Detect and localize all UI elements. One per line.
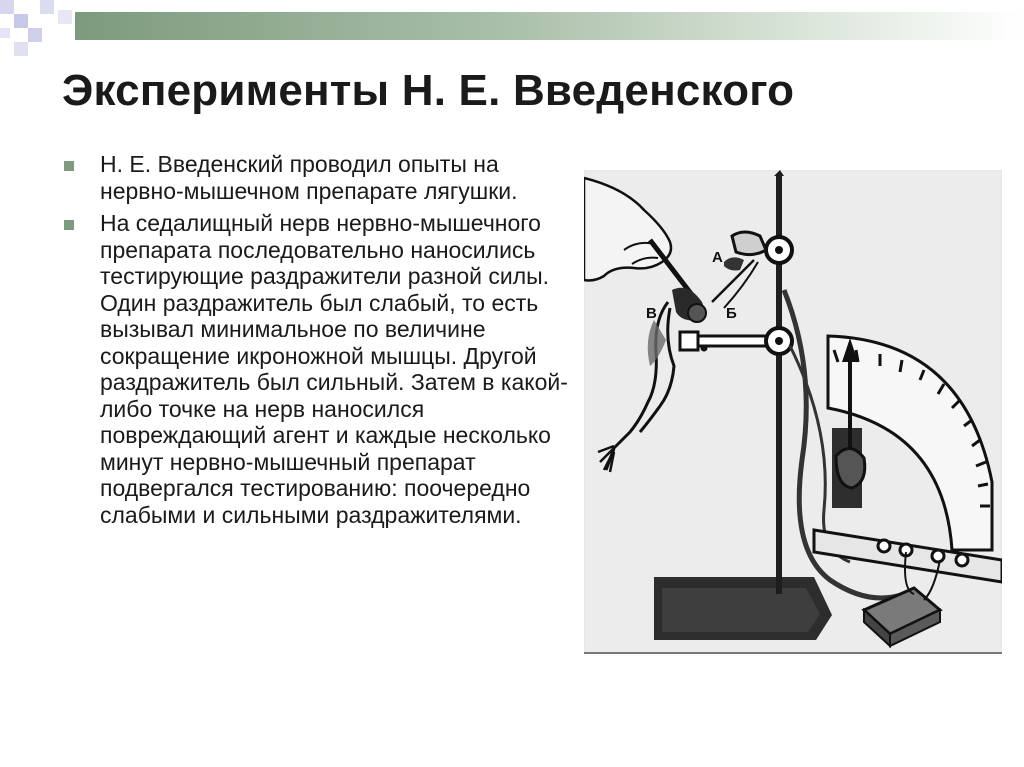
bullet-list	[62, 151, 582, 534]
list-item	[62, 210, 582, 528]
list-item	[62, 151, 582, 204]
page-title: Эксперименты Н. Е. Введенского	[62, 66, 795, 115]
experiment-illustration	[584, 170, 1002, 654]
label-b: Б	[726, 305, 737, 322]
label-v: В	[646, 305, 657, 322]
bullet-text: На седалищный нерв нервно-мышечного препарата последовательно наносились тестирующие раздражители разной силы. Один раздражитель был слабый, то есть вызывал минимальное по величине сокращение икроножной мышцы. Другой раздражитель был сильный. Затем в какой-либо точке на нерв наносился повреждающий агент и каждые несколько минут нервно-мышечный препарат подвергался тестированию: поочередно слабыми и сильными раздражителями.	[100, 210, 568, 528]
bullet-square-icon	[64, 161, 74, 171]
header-band	[75, 12, 1024, 40]
label-a: А	[712, 249, 723, 266]
bullet-square-icon	[64, 220, 74, 230]
bullet-text: Н. Е. Введенский проводил опыты на нервно-мышечном препарате лягушки.	[100, 151, 518, 204]
